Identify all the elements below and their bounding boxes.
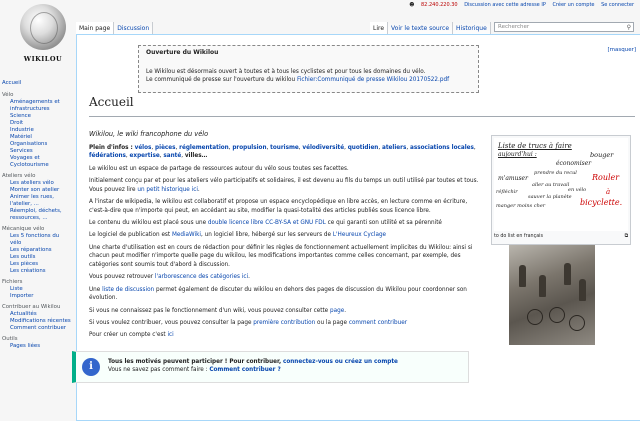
sidebar-item[interactable]: Droit <box>10 120 24 126</box>
handwritten-text: sauver la planète <box>528 194 572 200</box>
topic-link[interactable]: expertise <box>129 153 160 160</box>
sidebar-item[interactable]: Pages liées <box>10 343 41 349</box>
topic-link[interactable]: pièces <box>155 144 176 151</box>
sidebar-item[interactable]: Les 5 fonctions du vélo <box>10 233 60 246</box>
handwritten-text: Liste de trucs à faire <box>498 142 572 150</box>
paragraph-text: ce qui garanti son utilité et sa pérennité <box>327 219 442 226</box>
topic-link[interactable]: vélodiversité <box>302 144 345 151</box>
sidebar-item[interactable]: Organisations <box>10 141 48 147</box>
handwritten-text: aller au travail <box>532 182 570 188</box>
person-silhouette <box>539 275 546 297</box>
sidebar-item[interactable]: Animer les rues, l'atelier, ... <box>10 194 54 207</box>
paragraph <box>89 319 481 328</box>
paragraph <box>89 231 481 240</box>
license-link[interactable]: double licence libre CC-BY-SA et GNU FDL <box>207 219 326 226</box>
paragraph: Vous pouvez retrouver l'arborescence des catégories ici. <box>89 274 250 281</box>
person-silhouette <box>564 263 571 285</box>
sidebar-item[interactable]: Les pièces <box>10 261 39 267</box>
paragraph: Une charte d'utilisation est en cours de rédaction pour définir les règles de fonctionnement actuellement implicites du Wikilou: ainsi si chacun peut modifier n'importe quelle page du wikilou, les modifications importantes comme celles concernant, par exemple, des catégories sont soumis tout d'abord à discussion. <box>89 244 473 268</box>
paragraph-text: Une <box>89 286 101 293</box>
workshop-photo <box>509 245 595 345</box>
ip-link[interactable]: 82.240.220.30 <box>421 2 458 8</box>
paragraph-text: Vous pouvez retrouver <box>89 274 154 281</box>
handwritten-text: économiser <box>556 160 592 167</box>
infobox-line-2 <box>108 366 398 374</box>
paragraph: Le wikilou est un espace de partage de ressources autour du vélo sous toutes ses facettes. <box>89 165 349 172</box>
mediawiki-link[interactable]: MediaWiki <box>171 232 201 239</box>
paragraph-text: Pour créer un compte c'est <box>89 332 166 339</box>
bicycle-wheel <box>569 315 585 331</box>
tab-view-source[interactable]: Voir le texte source <box>388 22 453 37</box>
paragraph-text: permet également de discuter du wikilou en dehors des pages de discussion du Wikilou pour coordonner son évolution. <box>89 286 467 302</box>
tab-history[interactable]: Historique <box>453 22 491 37</box>
how-to-contribute-link[interactable]: comment contribuer <box>348 320 408 327</box>
ip-discussion-link[interactable]: Discussion avec cette adresse IP <box>464 2 546 8</box>
sidebar-item[interactable]: Les ateliers vélo <box>10 180 54 186</box>
site-name: WIKILOU <box>23 55 63 63</box>
paragraph-text: ou la page <box>317 320 348 327</box>
sidebar-item[interactable]: Modifications récentes <box>10 318 71 324</box>
mailing-list-link[interactable]: liste de discussion <box>102 286 155 293</box>
person-silhouette <box>519 265 526 287</box>
search-placeholder: Rechercher <box>498 24 530 30</box>
sidebar <box>2 80 72 350</box>
site-notice <box>138 45 479 93</box>
history-link[interactable]: un petit historique ici <box>137 186 198 193</box>
sidebar-section-title: Outils <box>2 336 18 342</box>
sidebar-section-title: Contribuer au Wikilou <box>2 304 61 310</box>
paragraph <box>89 219 481 228</box>
sidebar-item[interactable]: Liste <box>10 286 23 292</box>
topic-link[interactable]: santé <box>163 153 182 160</box>
sidebar-section-title: Mécanique vélo <box>2 226 45 232</box>
tab-read[interactable]: Lire <box>370 22 388 37</box>
page-title: Accueil <box>89 95 134 109</box>
handwritten-text: prendre du recul <box>534 170 577 176</box>
sidebar-item[interactable]: Actualités <box>10 311 37 317</box>
topic-link[interactable]: fédérations <box>89 153 126 160</box>
paragraph-text: Le contenu du wikilou est placé sous une <box>89 219 207 226</box>
enlarge-icon[interactable]: ⧉ <box>624 234 628 239</box>
sidebar-section-title: Ateliers vélo <box>2 173 36 179</box>
sidebar-item[interactable]: Aménagements et infrastructures <box>10 99 60 112</box>
paragraph: Initialement conçu par et pour les ateliers vélo participatifs et solidaires, il est devenu au fils du temps un outil utilisé par toutes et tous. Vous pouvez lire un petit historique ici. <box>89 177 479 193</box>
bicycle-wheel <box>549 307 565 323</box>
paragraph-text: , un logiciel libre, hébergé sur les serveurs de <box>201 232 331 239</box>
site-logo[interactable] <box>8 4 78 66</box>
thumbnail-caption-row <box>494 233 628 242</box>
sidebar-item[interactable]: Industrie <box>10 127 34 133</box>
handwritten-text: en vélo <box>568 187 587 193</box>
paragraph <box>89 331 481 340</box>
topic-link[interactable]: ateliers <box>381 144 407 151</box>
sidebar-item[interactable]: Matériel <box>10 134 32 140</box>
page-subtitle: Wikilou, le wiki francophone du vélo <box>89 130 209 138</box>
infobox-line-1 <box>108 358 398 366</box>
todo-list-thumbnail[interactable] <box>491 135 631 245</box>
handwritten-text: bicyclette. <box>580 198 623 207</box>
article-body <box>89 130 481 344</box>
paragraph: Si vous ne connaissez pas le fonctionnement d'un wiki, vous pouvez consulter cette page. <box>89 307 347 314</box>
notice-press-text: Le communiqué de presse sur l'ouverture du wikilou <box>146 77 296 84</box>
how-to-contribute-bottom-link[interactable]: Comment contribuer ? <box>209 367 281 373</box>
first-contribution-link[interactable]: première contribution <box>253 320 316 327</box>
sidebar-item[interactable]: Réemploi, déchets, ressources, ... <box>10 208 62 221</box>
create-account-here-link[interactable]: ici <box>167 332 174 339</box>
topic-link[interactable]: vélos <box>134 144 152 151</box>
categories-link[interactable]: l'arborescence des catégories ici <box>154 274 249 281</box>
sidebar-item[interactable]: Services <box>10 148 33 154</box>
info-icon: i <box>82 358 100 376</box>
handwritten-text: manger moins cher <box>496 203 546 209</box>
heureux-cyclage-link[interactable]: L'Heureux Cyclage <box>332 232 387 239</box>
handwritten-text: réfléchir <box>496 189 518 195</box>
sidebar-item[interactable]: Les outils <box>10 254 36 260</box>
title-divider <box>89 116 635 117</box>
sidebar-item[interactable]: Les réparations <box>10 247 52 253</box>
handwritten-text: à <box>606 188 611 196</box>
login-or-signup-link[interactable]: connectez-vous ou créez un compte <box>282 359 398 365</box>
thumbnail-caption: to do list en français <box>494 234 543 239</box>
topic-link[interactable]: propulsion <box>232 144 267 151</box>
search-input[interactable] <box>494 22 634 32</box>
contribute-infobox <box>72 351 469 383</box>
paragraph-text: Si vous ne connaissez pas le fonctionnement d'un wiki, vous pouvez consulter cette <box>89 307 329 314</box>
tab-main-page[interactable]: Main page <box>76 22 114 37</box>
notice-title: Ouverture du Wikilou <box>146 49 219 56</box>
handwritten-text: Rouler <box>592 173 620 182</box>
press-release-link[interactable]: Fichier:Communiqué de presse Wikilou 20170522.pdf <box>296 77 450 84</box>
tab-discussion[interactable]: Discussion <box>114 22 153 37</box>
paragraph-text: Initialement conçu par et pour les ateliers vélo participatifs et solidaires, il est devenu au fils du temps un outil utilisé par toutes et tous. Vous pouvez lire <box>89 177 479 193</box>
paragraph: A l'instar de wikipedia, le wikilou est collaboratif et propose un espace encyclopédique en libre accès, en lecture comme en écriture, c'est-à-dire que n'importe qui peut, en accédant au site, modifier la quasi-totalité des articles publiés sous licence libre. <box>89 198 468 214</box>
paragraph-text: Le logiciel de publication est <box>89 232 171 239</box>
topic-link[interactable]: associations locales <box>409 144 474 151</box>
hide-notice-link[interactable]: [masquer] <box>607 47 636 53</box>
workshop-photo-thumbnail[interactable] <box>509 245 595 345</box>
topics-line: Plein d'infos : vélos, pièces, réglementation, propulsion, tourisme, vélodiversité, quotidien, ateliers, associations locales, fédérations, expertise, santé, villes… <box>89 144 476 160</box>
user-icon: ☻ <box>409 2 415 8</box>
sidebar-item-accueil[interactable]: Accueil <box>2 80 22 86</box>
todo-list-image <box>494 138 628 231</box>
infobox-text-2: Vous ne savez pas comment faire : <box>108 367 208 373</box>
topic-link[interactable]: quotidien <box>347 144 379 151</box>
topics-label: Plein d'infos : <box>89 144 133 151</box>
sidebar-item[interactable]: Monter son atelier <box>10 187 60 193</box>
sidebar-item[interactable]: Importer <box>10 293 34 299</box>
sidebar-item[interactable]: Comment contribuer <box>10 325 67 331</box>
person-silhouette <box>579 279 586 301</box>
wiki-help-link[interactable]: page <box>330 307 345 314</box>
handwritten-text: m'amuser <box>498 175 528 182</box>
personal-tools <box>404 2 634 8</box>
infobox-bold-text: Tous les motivés peuvent participer ! Pour contribuer, <box>108 359 282 365</box>
topics-end: villes… <box>184 153 208 160</box>
sidebar-section-title: Fichiers <box>2 279 23 285</box>
globe-logo-icon <box>20 4 66 50</box>
paragraph <box>89 286 481 303</box>
create-account-link[interactable]: Créer un compte <box>552 2 595 8</box>
sidebar-item[interactable]: Science <box>10 113 31 119</box>
notice-text-2 <box>146 76 471 85</box>
paragraph-text: Si vous voulez contribuer, vous pouvez consulter la page <box>89 320 252 327</box>
bicycle-wheel <box>527 309 543 325</box>
infobox-text <box>108 358 398 374</box>
handwritten-text: bouger <box>590 151 614 159</box>
search-icon[interactable]: ⚲ <box>626 24 631 31</box>
handwritten-text: aujourd'hui : <box>498 151 537 158</box>
topic-link[interactable]: tourisme <box>270 144 299 151</box>
login-link[interactable]: Se connecter <box>601 2 634 8</box>
notice-text: Le Wikilou est désormais ouvert à toutes et à tous les cyclistes et pour tous les domaines du vélo. <box>146 68 426 75</box>
topic-link[interactable]: réglementation <box>179 144 229 151</box>
sidebar-item[interactable]: Les créations <box>10 268 46 274</box>
sidebar-section-title: Vélo <box>2 92 14 98</box>
sidebar-item[interactable]: Voyages et Cyclotourisme <box>10 155 49 168</box>
